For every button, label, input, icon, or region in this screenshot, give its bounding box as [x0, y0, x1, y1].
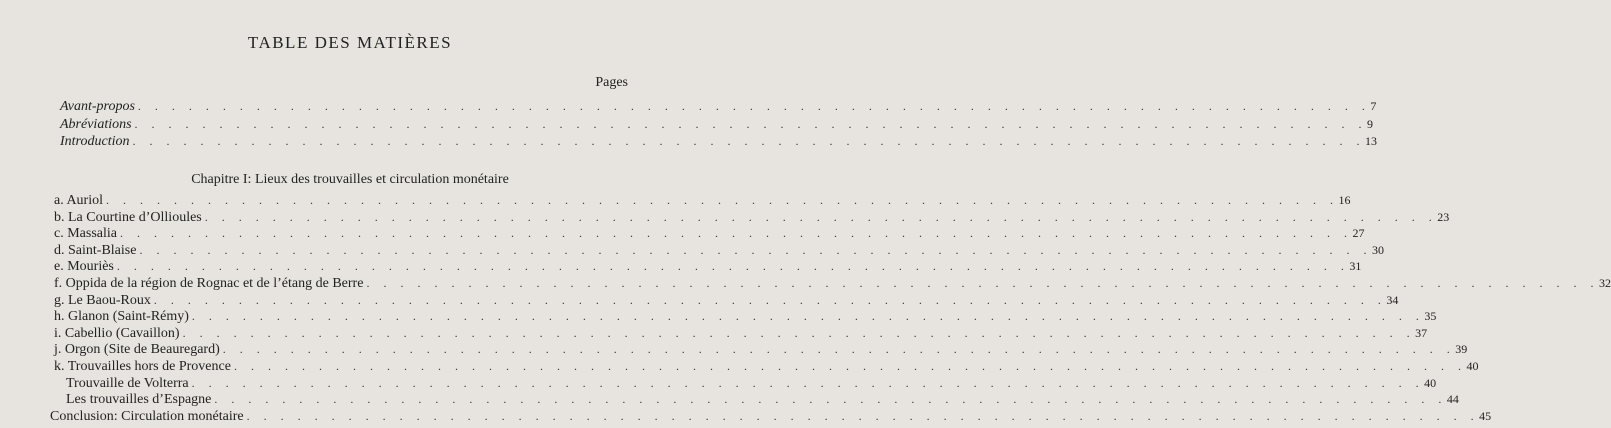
toc-entry-page: 37: [1415, 325, 1428, 340]
toc-entry: [54, 358, 1479, 374]
toc-entry-label: Introduction: [60, 134, 130, 149]
toc-subentry: [54, 375, 1437, 391]
toc-entry-page: 45: [1479, 408, 1492, 423]
toc-entry-label: f. Oppida de la région de Rognac et de l’étang de Berre: [54, 276, 364, 291]
dot-leader: . . . . . . . . . . . . . . . . . . . . . . . . . . . . . . . . . . . . . . . . . . . . . . . . . . . . . . . . . . . . . . . . . . . . . . . . .: [139, 242, 1372, 257]
dot-leader: . . . . . . . . . . . . . . . . . . . . . . . . . . . . . . . . . . . . . . . . . . . . . . . . . . . . . . . . . . . . . . . . . . . . . . . . .: [191, 309, 1425, 324]
toc-entry-page: 30: [1371, 242, 1384, 257]
toc-entry-label: a. Auriol: [54, 193, 103, 208]
dot-leader: . . . . . . . . . . . . . . . . . . . . . . . . . . . . . . . . . . . . . . . . . . . . . . . . . . . . . . . . . . . . . . . . . . . . . . . . .: [191, 375, 1425, 390]
toc-entry-page: 34: [1386, 292, 1399, 307]
dot-leader: . . . . . . . . . . . . . . . . . . . . . . . . . . . . . . . . . . . . . . . . . . . . . . . . . . . . . . . . . . . . . . . . . . . . . . . . .: [204, 209, 1438, 224]
toc-entry-label: Trouvaille de Volterra: [66, 375, 189, 391]
toc-entry-label: Les trouvailles d’Espagne: [66, 392, 212, 408]
toc-entry-page: 27: [1352, 226, 1365, 241]
toc-entry-page: 39: [1455, 342, 1468, 357]
toc-entry-page: 40: [1466, 359, 1479, 373]
dot-leader: . . . . . . . . . . . . . . . . . . . . . . . . . . . . . . . . . . . . . . . . . . . . . . . . . . . . . . . . . . . . . . . . . . . . . . . . .: [214, 392, 1447, 407]
dot-leader: . . . . . . . . . . . . . . . . . . . . . . . . . . . . . . . . . . . . . . . . . . . . . . . . . . . . . . . . . . . . . . . . . . . . . . . . .: [119, 226, 1353, 241]
toc-entry-conclusion: [50, 408, 1492, 424]
dot-leader: . . . . . . . . . . . . . . . . . . . . . . . . . . . . . . . . . . . . . . . . . . . . . . . . . . . . . . . . . . . . . . . . . . . . . . . . .: [366, 276, 1599, 290]
toc-entry-label: Avant-propos: [60, 99, 135, 114]
toc-entry-page: 35: [1424, 309, 1437, 324]
toc-entry-page: 44: [1446, 392, 1459, 407]
toc-entry-page: 7: [1370, 99, 1377, 113]
toc-entry-page: 23: [1437, 209, 1450, 224]
dot-leader: . . . . . . . . . . . . . . . . . . . . . . . . . . . . . . . . . . . . . . . . . . . . . . . . . . . . . . . . . . . . . . . . . . . . . . . . .: [246, 408, 1480, 423]
dot-leader: . . . . . . . . . . . . . . . . . . . . . . . . . . . . . . . . . . . . . . . . . . . . . . . . . . . . . . . . . . . . . . . . . . . . . . . . .: [182, 325, 1416, 340]
dot-leader: . . . . . . . . . . . . . . . . . . . . . . . . . . . . . . . . . . . . . . . . . . . . . . . . . . . . . . . . . . . . . . . . . . . . . . . . .: [134, 117, 1368, 131]
toc-entry: [54, 192, 1351, 208]
dot-leader: . . . . . . . . . . . . . . . . . . . . . . . . . . . . . . . . . . . . . . . . . . . . . . . . . . . . . . . . . . . . . . . . . . . . . . . . .: [106, 193, 1339, 207]
toc-entry-introduction: [54, 132, 1377, 150]
toc-entry-abreviations: [54, 115, 1374, 133]
dot-leader: . . . . . . . . . . . . . . . . . . . . . . . . . . . . . . . . . . . . . . . . . . . . . . . . . . . . . . . . . . . . . . . . . . . . . . . . .: [116, 259, 1350, 274]
toc-entry-label: Conclusion: Circulation monétaire: [50, 408, 244, 424]
chapter-heading: Chapitre I: Lieux des trouvailles et circulation monétaire: [191, 172, 509, 187]
dot-leader: . . . . . . . . . . . . . . . . . . . . . . . . . . . . . . . . . . . . . . . . . . . . . . . . . . . . . . . . . . . . . . . . . . . . . . . . .: [153, 292, 1387, 307]
toc-entry-page: 32: [1598, 276, 1611, 290]
toc-entry: [54, 308, 1437, 325]
toc-entry: [54, 292, 1399, 308]
toc-entry: [54, 209, 1450, 225]
toc-entry: [54, 275, 1611, 291]
toc-entry: [54, 225, 1365, 242]
toc-entry-label: h. Glanon (Saint-Rémy): [54, 309, 189, 325]
toc-entry-page: 40: [1424, 375, 1437, 390]
toc-entry: [54, 325, 1428, 341]
toc-entry-label: Abréviations: [60, 117, 132, 132]
page-title: TABLE DES MATIÈRES: [247, 33, 453, 52]
toc-entry-label: k. Trouvailles hors de Provence: [54, 359, 231, 374]
pages-column-header: Pages: [595, 75, 628, 90]
dot-leader: . . . . . . . . . . . . . . . . . . . . . . . . . . . . . . . . . . . . . . . . . . . . . . . . . . . . . . . . . . . . . . . . . . . . . . . . .: [132, 134, 1365, 148]
toc-entry-page: 16: [1338, 193, 1351, 207]
dot-leader: . . . . . . . . . . . . . . . . . . . . . . . . . . . . . . . . . . . . . . . . . . . . . . . . . . . . . . . . . . . . . . . . . . . . . . . . .: [233, 359, 1467, 373]
toc-entry-label: e. Mouriès: [54, 259, 114, 275]
toc-entry-avant-propos: [54, 97, 1377, 115]
toc-entry-page: 13: [1364, 134, 1377, 148]
toc-entry-label: b. La Courtine d’Ollioules: [54, 209, 202, 225]
toc-entry-label: c. Massalia: [54, 226, 117, 242]
toc-entry-label: i. Cabellio (Cavaillon): [54, 325, 180, 341]
toc-entry-label: d. Saint-Blaise: [54, 242, 137, 258]
toc-entry: [54, 258, 1362, 275]
toc-subentry: [54, 391, 1459, 408]
toc-entry: [54, 242, 1384, 258]
toc-entry-page: 9: [1367, 117, 1374, 131]
dot-leader: . . . . . . . . . . . . . . . . . . . . . . . . . . . . . . . . . . . . . . . . . . . . . . . . . . . . . . . . . . . . . . . . . . . . . . . . .: [222, 342, 1456, 357]
dot-leader: . . . . . . . . . . . . . . . . . . . . . . . . . . . . . . . . . . . . . . . . . . . . . . . . . . . . . . . . . . . . . . . . . . . . . . . . .: [137, 99, 1371, 113]
toc-entry-label: g. Le Baou-Roux: [54, 292, 151, 308]
toc-entry-label: j. Orgon (Site de Beauregard): [54, 342, 220, 358]
toc-entry-page: 31: [1349, 259, 1362, 274]
toc-entry: [54, 341, 1468, 358]
